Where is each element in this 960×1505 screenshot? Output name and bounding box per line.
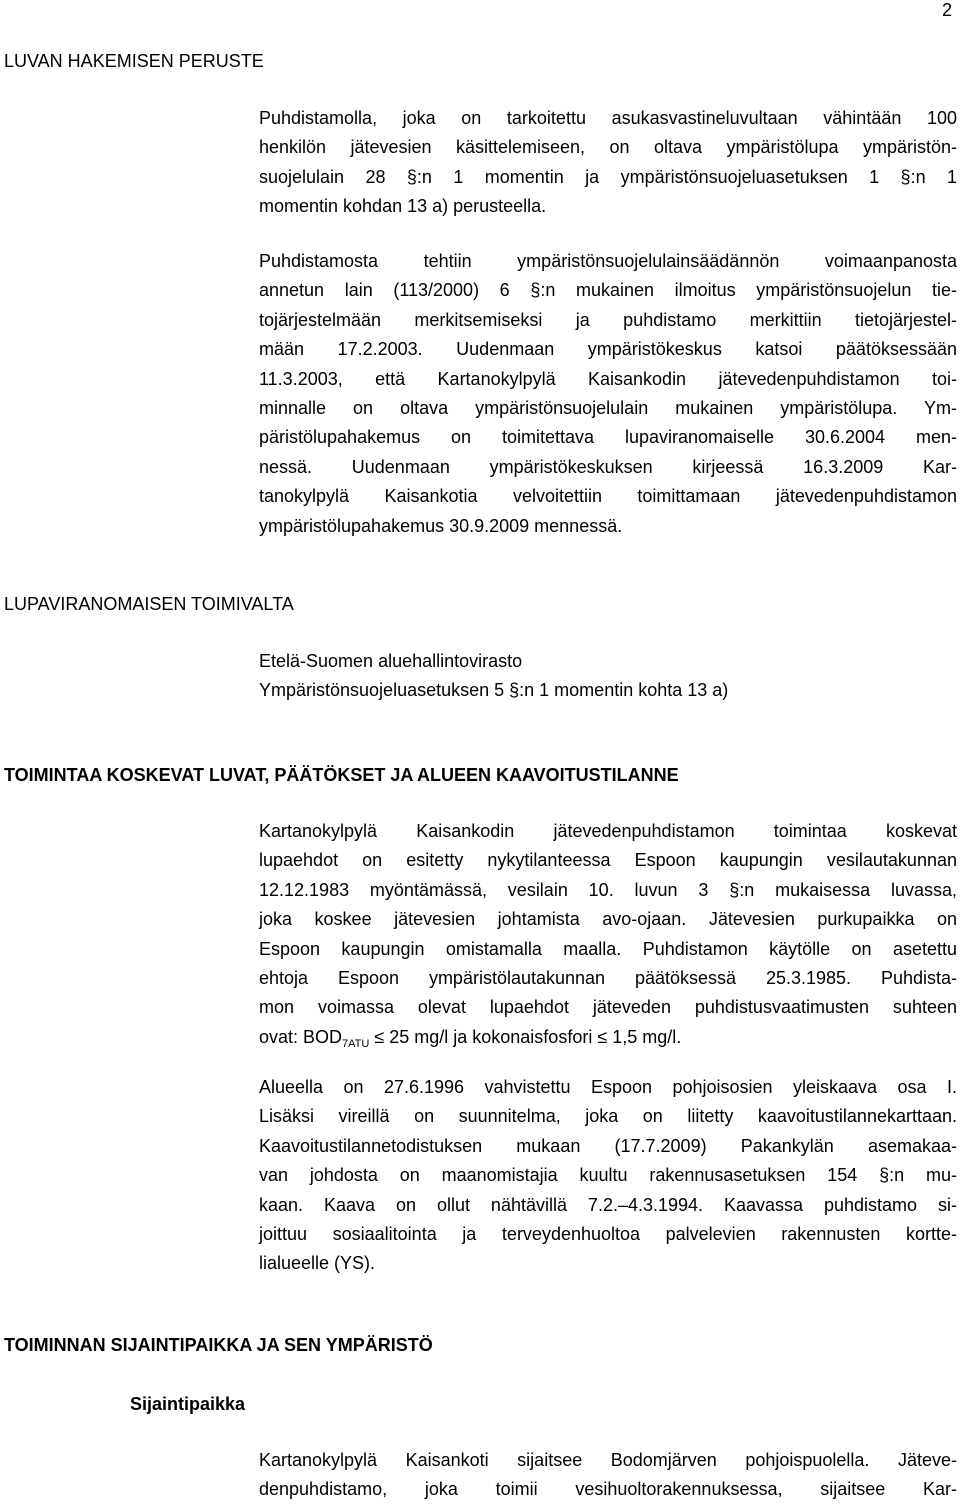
text-line: Kartanokylpylä Kaisankoti sijaitsee Bodomjärven pohjoispuolella. Jäteve- bbox=[259, 1450, 957, 1470]
paragraph-luvat-1 bbox=[259, 817, 957, 1059]
text-line: Kaavoitustilannetodistuksen mukaan (17.7.2009) Pakankylän asemakaa- bbox=[259, 1135, 957, 1156]
text-line: Lisäksi vireillä on suunnitelma, joka on liitetty kaavoitustilannekarttaan. bbox=[259, 1106, 957, 1127]
paragraph-sijaintipaikka bbox=[259, 1446, 957, 1505]
text-line: päristölupahakemus on toimitettava lupaviranomaiselle 30.6.2004 men- bbox=[259, 427, 957, 448]
text-line: mon voimassa olevat lupaehdot jäteveden puhdistusvaatimusten suhteen bbox=[259, 997, 957, 1018]
text-line: suojelulain 28 §:n 1 momentin ja ympäristönsuojeluasetuksen 1 §:n 1 bbox=[259, 166, 957, 187]
text-line: momentin kohdan 13 a) perusteella. bbox=[259, 196, 547, 217]
text-line: lialueelle (YS). bbox=[259, 1253, 376, 1274]
text-line: minnalle on oltava ympäristönsuojelulain mukainen ympäristölupa. Ym- bbox=[259, 398, 957, 419]
section-heading-luvan-hakemisen-peruste: LUVAN HAKEMISEN PERUSTE bbox=[4, 51, 264, 71]
text-line: van johdosta on maanomistajia kuultu rakennusasetuksen 154 §:n mu- bbox=[259, 1165, 957, 1186]
paragraph-luvat-2 bbox=[259, 1073, 957, 1279]
text-line: annetun lain (113/2000) 6 §:n mukainen ilmoitus ympäristönsuojelun tie- bbox=[259, 280, 957, 301]
limits-text: ≤ 25 mg/l ja kokonaisfosfori ≤ 1,5 mg/l. bbox=[369, 1026, 682, 1047]
text-line: Puhdistamolla, joka on tarkoitettu asukasvastineluvultaan vähintään 100 bbox=[259, 108, 957, 128]
text-line: 12.12.1983 myöntämässä, vesilain 10. luvun 3 §:n mukaisessa luvassa, bbox=[259, 879, 957, 900]
section-heading-toiminnan-sijaintipaikka: TOIMINNAN SIJAINTIPAIKKA JA SEN YMPÄRISTÖ bbox=[4, 1335, 433, 1355]
text-line: kaan. Kaava on ollut nähtävillä 7.2.–4.3.1994. Kaavassa puhdistamo si- bbox=[259, 1194, 957, 1215]
section-heading-lupaviranomaisen-toimivalta: LUPAVIRANOMAISEN TOIMIVALTA bbox=[4, 594, 294, 614]
text-line: nessä. Uudenmaan ympäristökeskuksen kirjeessä 16.3.2009 Kar- bbox=[259, 456, 957, 477]
bod-label: ovat: BOD bbox=[259, 1026, 343, 1047]
text-line bbox=[259, 1023, 957, 1059]
text-line: lupaehdot on esitetty nykytilanteessa Espoon kaupungin vesilautakunnan bbox=[259, 850, 957, 871]
paragraph-peruste-2 bbox=[259, 247, 957, 541]
bod-subscript: 7ATU bbox=[342, 1037, 370, 1050]
text-line: ehtoja Espoon ympäristölautakunnan päätöksessä 25.3.1985. Puhdista- bbox=[259, 968, 957, 989]
text-line: Ympäristönsuojeluasetuksen 5 §:n 1 momentin kohta 13 a) bbox=[259, 680, 729, 701]
text-line: henkilön jätevesien käsittelemiseen, on oltava ympäristölupa ympäristön- bbox=[259, 137, 957, 158]
text-line: Kartanokylpylä Kaisankodin jätevedenpuhdistamon toimintaa koskevat bbox=[259, 821, 957, 841]
paragraph-toimivalta bbox=[259, 647, 957, 706]
paragraph-peruste-1 bbox=[259, 104, 957, 222]
subheading-sijaintipaikka: Sijaintipaikka bbox=[130, 1394, 246, 1414]
text-line: ympäristölupahakemus 30.9.2009 mennessä. bbox=[259, 515, 623, 536]
text-line: joka koskee jätevesien johtamista avo-ojaan. Jätevesien purkupaikka on bbox=[259, 909, 957, 930]
text-line: Puhdistamosta tehtiin ympäristönsuojelulainsäädännön voimaanpanosta bbox=[259, 251, 957, 271]
text-line: Espoon kaupungin omistamalla maalla. Puhdistamon käytölle on asetettu bbox=[259, 938, 957, 959]
page-number: 2 bbox=[941, 0, 952, 20]
text-line: mään 17.2.2003. Uudenmaan ympäristökeskus katsoi päätöksessään bbox=[259, 339, 957, 360]
text-line: joittuu sosiaalitointa ja terveydenhuoltoa palvelevien rakennusten kortte- bbox=[259, 1224, 957, 1245]
text-line: tanokylpylä Kaisankotia velvoitettiin toimittamaan jätevedenpuhdistamon bbox=[259, 486, 957, 507]
text-line: 11.3.2003, että Kartanokylpylä Kaisankodin jätevedenpuhdistamon toi- bbox=[259, 368, 957, 389]
text-line: tojärjestelmään merkitsemiseksi ja puhdistamo merkittiin tietojärjestel- bbox=[259, 309, 957, 330]
text-line: Etelä-Suomen aluehallintovirasto bbox=[259, 651, 523, 671]
text-line: denpuhdistamo, joka toimii vesihuoltorakennuksessa, sijaitsee Kar- bbox=[259, 1479, 957, 1500]
section-heading-toimintaa-koskevat-luvat: TOIMINTAA KOSKEVAT LUVAT, PÄÄTÖKSET JA ALUEEN KAAVOITUSTILANNE bbox=[4, 765, 679, 785]
text-line: Alueella on 27.6.1996 vahvistettu Espoon pohjoisosien yleiskaava osa I. bbox=[259, 1077, 957, 1097]
